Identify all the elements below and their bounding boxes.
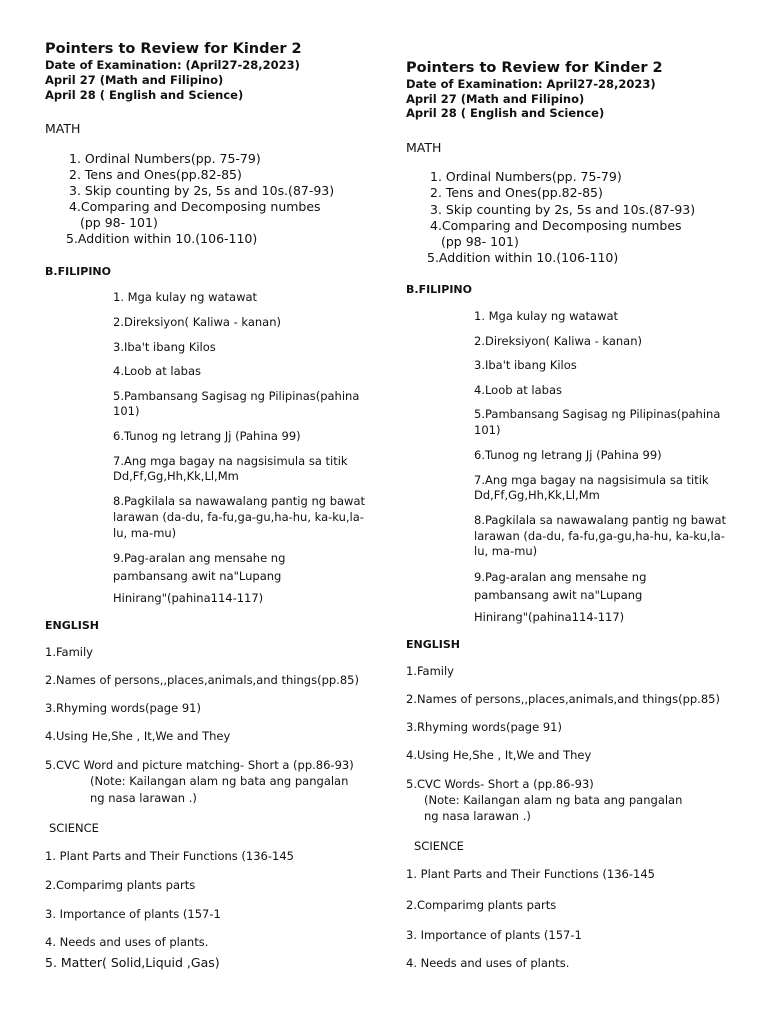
science-item: 5. Matter( Solid,Liquid ,Gas) (45, 955, 220, 970)
english-item: 1.Family (406, 664, 454, 678)
filipino-item: lu, ma-mu) (474, 544, 538, 558)
english-heading: ENGLISH (406, 638, 460, 651)
filipino-item: 1. Mga kulay ng watawat (474, 309, 619, 323)
filipino-item: 5.Pambansang Sagisag ng Pilipinas(pahina (474, 407, 721, 421)
filipino-heading: B.FILIPINO (406, 283, 472, 296)
filipino-item: 3.Iba't ibang Kilos (474, 358, 577, 372)
math-item: 3. Skip counting by 2s, 5s and 10s.(87-93) (69, 183, 335, 198)
science-heading: SCIENCE (414, 839, 464, 853)
math-item: 1. Ordinal Numbers(pp. 75-79) (69, 151, 261, 166)
math-item: 2. Tens and Ones(pp.82-85) (69, 167, 242, 182)
math-item: 4.Comparing and Decomposing numbes (69, 199, 321, 214)
english-item: 5.CVC Words- Short a (pp.86-93) (406, 777, 594, 791)
schedule-april-27: April 27 (Math and Filipino) (45, 73, 224, 87)
english-note: (Note: Kailangan alam ng bata ang pangalan (90, 774, 349, 788)
filipino-item: 3.Iba't ibang Kilos (113, 340, 216, 354)
filipino-item: 9.Pag-aralan ang mensahe ng (113, 551, 286, 565)
filipino-item: larawan (da-du, fa-fu,ga-gu,ha-hu, ka-ku,la- (113, 510, 364, 524)
filipino-item: 101) (474, 423, 501, 437)
filipino-item: 7.Ang mga bagay na nagsisimula sa titik (113, 454, 348, 468)
math-item: 2. Tens and Ones(pp.82-85) (430, 185, 603, 200)
science-heading: SCIENCE (49, 821, 99, 835)
filipino-item: 4.Loob at labas (474, 383, 562, 397)
english-note: ng nasa larawan .) (90, 791, 197, 805)
english-note: ng nasa larawan .) (424, 809, 531, 823)
filipino-item: 6.Tunog ng letrang Jj (Pahina 99) (474, 448, 662, 462)
math-item: (pp 98- 101) (80, 215, 158, 230)
filipino-item: 2.Direksiyon( Kaliwa - kanan) (474, 334, 642, 348)
science-item: 4. Needs and uses of plants. (45, 935, 209, 949)
english-item: 5.CVC Word and picture matching- Short a (pp.86-93) (45, 758, 354, 772)
english-item: 4.Using He,She , It,We and They (45, 729, 231, 743)
filipino-item: 4.Loob at labas (113, 364, 201, 378)
math-item: 4.Comparing and Decomposing numbes (430, 218, 682, 233)
english-item: 2.Names of persons,,places,animals,and things(pp.85) (45, 673, 359, 687)
filipino-item: 5.Pambansang Sagisag ng Pilipinas(pahina (113, 389, 360, 403)
filipino-item: 9.Pag-aralan ang mensahe ng (474, 570, 647, 584)
science-item: 3. Importance of plants (157-1 (406, 928, 582, 942)
math-item: (pp 98- 101) (441, 234, 519, 249)
math-item: 3. Skip counting by 2s, 5s and 10s.(87-93) (430, 202, 696, 217)
filipino-item: 8.Pagkilala sa nawawalang pantig ng bawat (113, 494, 366, 508)
filipino-item: Dd,Ff,Gg,Hh,Kk,Ll,Mm (474, 488, 600, 502)
math-item: 5.Addition within 10.(106-110) (427, 250, 619, 265)
science-item: 4. Needs and uses of plants. (406, 956, 570, 970)
schedule-april-28: April 28 ( English and Science) (406, 106, 605, 120)
science-item: 1. Plant Parts and Their Functions (136-145 (45, 849, 294, 863)
filipino-item: lu, ma-mu) (113, 526, 177, 540)
math-item: 5.Addition within 10.(106-110) (66, 231, 258, 246)
english-item: 4.Using He,She , It,We and They (406, 748, 592, 762)
filipino-item: 8.Pagkilala sa nawawalang pantig ng bawat (474, 513, 727, 527)
filipino-item: 6.Tunog ng letrang Jj (Pahina 99) (113, 429, 301, 443)
science-item: 2.Comparimg plants parts (45, 878, 196, 892)
math-heading: MATH (45, 121, 81, 136)
exam-date-line: Date of Examination: (April27-28,2023) (45, 58, 300, 72)
schedule-april-27: April 27 (Math and Filipino) (406, 92, 585, 106)
filipino-item: 2.Direksiyon( Kaliwa - kanan) (113, 315, 281, 329)
filipino-item: Hinirang"(pahina114-117) (474, 610, 625, 624)
english-heading: ENGLISH (45, 619, 99, 632)
science-item: 1. Plant Parts and Their Functions (136-145 (406, 867, 655, 881)
filipino-item: Dd,Ff,Gg,Hh,Kk,Ll,Mm (113, 469, 239, 483)
science-item: 3. Importance of plants (157-1 (45, 907, 221, 921)
math-item: 1. Ordinal Numbers(pp. 75-79) (430, 169, 622, 184)
filipino-item: pambansang awit na"Lupang (474, 588, 643, 602)
document-title: Pointers to Review for Kinder 2 (406, 60, 663, 76)
document-title: Pointers to Review for Kinder 2 (45, 41, 302, 57)
filipino-item: larawan (da-du, fa-fu,ga-gu,ha-hu, ka-ku,la- (474, 529, 725, 543)
filipino-item: 101) (113, 404, 140, 418)
filipino-item: Hinirang"(pahina114-117) (113, 591, 264, 605)
english-item: 3.Rhyming words(page 91) (406, 720, 562, 734)
science-item: 2.Comparimg plants parts (406, 898, 557, 912)
english-item: 1.Family (45, 645, 93, 659)
filipino-item: 7.Ang mga bagay na nagsisimula sa titik (474, 473, 709, 487)
filipino-item: pambansang awit na"Lupang (113, 569, 282, 583)
english-item: 2.Names of persons,,places,animals,and things(pp.85) (406, 692, 720, 706)
exam-date-line: Date of Examination: April27-28,2023) (406, 77, 656, 91)
filipino-item: 1. Mga kulay ng watawat (113, 290, 258, 304)
english-note: (Note: Kailangan alam ng bata ang pangalan (424, 793, 683, 807)
english-item: 3.Rhyming words(page 91) (45, 701, 201, 715)
schedule-april-28: April 28 ( English and Science) (45, 88, 244, 102)
filipino-heading: B.FILIPINO (45, 265, 111, 278)
math-heading: MATH (406, 140, 442, 155)
